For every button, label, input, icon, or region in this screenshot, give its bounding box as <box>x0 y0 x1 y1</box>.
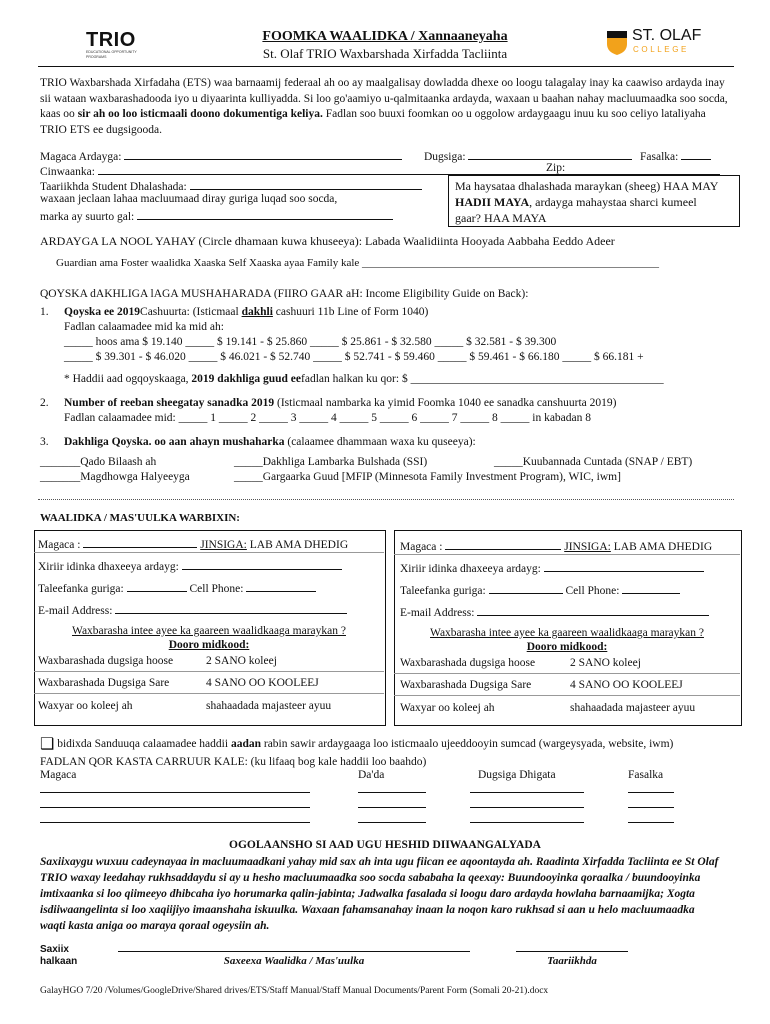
parent-1-email-label: E-mail Address: <box>38 605 113 617</box>
parent-1-edu-primary[interactable]: Waxbarashada dugsiga hoose <box>38 655 174 667</box>
parent-1-edu-divider-2 <box>34 693 384 694</box>
residency-question <box>455 194 733 210</box>
date-line[interactable] <box>516 951 628 952</box>
income-heading: QOYSKA dAKHLIGA lAGA MUSHAHARADA (FIIRO GAAR aH: Income Eligibility Guide on Back): <box>40 288 529 300</box>
signature-line[interactable] <box>118 951 470 952</box>
child-row-2[interactable] <box>40 807 680 808</box>
col-age-header: Da'da <box>358 769 385 781</box>
st-olaf-logo-text: ST. OLAF <box>632 27 702 44</box>
parent-1-edu-divider-1 <box>34 671 384 672</box>
parent-1-name-label: Magaca : <box>38 539 81 551</box>
footer-path: GalayHGO 7/20 /Volumes/GoogleDrive/Shared drives/ETS/Staff Manual/Staff Manual Documents/Parent Form (Somali 20-21).docx <box>40 986 549 996</box>
parent-1-choose-label: Dooro midkood: <box>168 639 250 651</box>
q1-dakhli: dakhli <box>241 306 273 318</box>
parent-2-edu-divider-2 <box>394 695 740 696</box>
parent-1-edu-highschool[interactable]: Waxbarashada Dugsiga Sare <box>38 677 170 689</box>
form-subtitle: St. Olaf TRIO Waxbarshada Xirfadda Tacliinta <box>262 46 508 61</box>
residency-options: gaar? HAA MAYA <box>455 211 547 225</box>
language-note-2: marka ay suurto gal: <box>40 211 135 223</box>
parent-2-edu-divider-1 <box>394 673 740 674</box>
parent-1-email-row <box>38 602 347 617</box>
parent-2-relation-field[interactable] <box>544 560 704 572</box>
st-olaf-logo-subtext: COLLEGE <box>633 45 689 54</box>
intro-paragraph <box>40 76 734 138</box>
intro-text: TRIO Waxbarshada Xirfadaha (ETS) waa barnaamij federaal ah oo ay maalgalisay dowladda dhexe oo loogu talagalay inay ka caawiso ardayda inay sii wataan waxbarashadooda iyo u diyaarinta kulliyadda. Si loo go'aamiyo u-qalmitaanka ardayda, waxaan u baahan nahay macluumaadka soo socda, kaas oo <box>40 77 728 121</box>
consent-text-a: bidixda Sanduuqa calaamadee haddii <box>54 738 231 750</box>
parent-2-phone-field[interactable] <box>489 582 563 594</box>
col-name-header: Magaca <box>40 769 77 781</box>
col-grade-header: Fasalka <box>628 769 664 781</box>
citizenship-question: Ma haysataa dhalashada maraykan (sheeg) HAA MAY <box>455 179 719 193</box>
parent-1-name-field[interactable] <box>83 536 197 548</box>
benefit-free-lunch[interactable]: _______Qado Bilaash ah <box>40 456 157 468</box>
signature-side-label: Saxiix halkaan <box>40 944 78 967</box>
parent-2-gender-label: JINSIGA: <box>564 541 611 553</box>
if-no-label: HADII MAYA <box>455 195 530 209</box>
q1-note-c: fadlan halkan ku qor: $ ____________________________________________ <box>301 373 664 385</box>
language-note-1: waxaan jeclaan lahaa macluumaad diray guriga luqad soo socda, <box>40 193 338 205</box>
q1-bold: Qoyska ee 2019 <box>64 306 141 318</box>
parent-2-name-row <box>400 538 712 553</box>
grade-row <box>640 148 711 163</box>
section-divider-dotted <box>38 499 734 500</box>
parent-1-gender-label: JINSIGA: <box>200 539 247 551</box>
date-label: Taariikhda <box>547 955 597 967</box>
parent-1-phone-field[interactable] <box>127 580 187 592</box>
parent-2-cell-label: Cell Phone: <box>565 585 620 597</box>
parent-1-edu-some-college[interactable]: Waxyar oo koleej ah <box>38 700 133 712</box>
residency-text: , ardayga mahaystaa sharci kumeel <box>529 195 697 209</box>
parent-2-gender-options[interactable]: LAB AMA DHEDIG <box>613 541 713 553</box>
q3-line <box>64 436 476 448</box>
parent-2-row-divider <box>394 554 740 555</box>
consent-bold: aadan <box>230 738 261 750</box>
grade-field[interactable] <box>681 148 711 160</box>
zip-label: Zip: <box>546 162 566 174</box>
benefit-veterans[interactable]: _______Magdhowga Halyeeyga <box>40 471 190 483</box>
parent-2-relation-row <box>400 560 704 575</box>
parent-2-phone-row <box>400 582 680 597</box>
birthdate-label: Taariikhda Student Dhalashada: <box>40 181 187 193</box>
q1-text: Cashuurta: (Isticmaal <box>140 306 242 318</box>
lives-with-line: ARDAYGA LA NOOL YAHAY (Circle dhamaan kuwa khuseeya): Labada Waalidiinta Hooyada Aabbaha Eeddo Adeer <box>40 234 615 248</box>
certification-title: OGOLAANSHO SI AAD UGU HESHID DIIWAANGALYADA <box>229 839 541 851</box>
parent-2-phone-label: Taleefanka guriga: <box>400 585 486 597</box>
parent-1-name-row <box>38 536 348 551</box>
school-row <box>424 148 632 163</box>
parent-1-relation-label: Xiriir idinka dhaxeeya ardayg: <box>38 561 179 573</box>
student-name-label: Magaca Ardayga: <box>40 151 122 163</box>
header-divider <box>38 66 734 67</box>
q3-bold: Dakhliga Qoyska. oo aan ahayn mushaharka <box>64 436 285 448</box>
student-name-row <box>40 148 402 163</box>
parent-2-email-label: E-mail Address: <box>400 607 475 619</box>
parent-1-edu-4yr[interactable]: 4 SANO OO KOOLEEJ <box>206 677 319 689</box>
parent-1-phone-row <box>38 580 316 595</box>
checkbox-icon[interactable]: ❑ <box>40 736 55 753</box>
benefit-general-assistance[interactable]: _____Gargaarka Guud [MFIP (Minnesota Family Investment Program), WIC, iwm] <box>234 471 621 483</box>
birthdate-field[interactable] <box>190 178 422 190</box>
trio-logo-text: TRIO <box>86 29 136 51</box>
income-range-row-2[interactable]: _____ $ 39.301 - $ 46.020 _____ $ 46.021 - $ 52.740 _____ $ 52.741 - $ 59.460 _____ $ 59.461 - $ 66.180 _____ $ 66.181 + <box>64 351 644 363</box>
q3-text: (calaamee dhammaan waxa ku quseeya): <box>284 436 476 448</box>
school-label: Dugsiga: <box>424 151 466 163</box>
certification-body: Saxiixaygu wuxuu cadeynayaa in macluumaadkani yahay mid sax ah inta ugu fiican ee aqoontayda ah. Raadinta Xirfadda Tacliinta ee St Olaf TRIO waxay leedahay rukhsaddaydu si ay u hesho macluumaadka soo socda sababaha la qeexay: Buundooyinka qoraalka / buundooyinka imtixaanka si loo qiimeeyo dhibcaha iyo horumarka qalin-jabinta; Jadwalka fasalada si loogu daro ardayda howlaha barnaamijka; Xogta isdiiwaangelinta si loo xaqiijiyo imaanshaha iskuulka. Waxaan fahamsanahay inaan la noqon karo rukhsad si aan u helo macluumaadka waqti kasta aniga oo maraya qoraal ogeysiin ah. <box>40 856 719 932</box>
parent-2-edu-some-college[interactable]: Waxyar oo koleej ah <box>400 702 495 714</box>
q1-subtext: Fadlan calaamadee mid ka mid ah: <box>64 321 224 333</box>
signature-label: Saxeexa Waalidka / Mas'uulka <box>223 955 365 967</box>
parent-2-email-field[interactable] <box>477 604 709 616</box>
guardian-line: Guardian ama Foster waalidka Xaaska Self Xaaska ayaa Family kale ______________________________________________________ <box>56 257 660 269</box>
parent-2-edu-primary[interactable]: Waxbarashada dugsiga hoose <box>400 657 536 669</box>
parent-2-edu-2yr[interactable]: 2 SANO koleej <box>570 657 641 669</box>
birthdate-row <box>40 178 422 193</box>
other-children-heading: FADLAN QOR KASTA CARRUUR KALE: (ku lifaaq bog kale haddii loo baahdo) <box>40 756 427 768</box>
parent-2-cell-field[interactable] <box>622 582 680 594</box>
q2-text: (Isticmaal nambarka ka yimid Foomka 1040 ee sanadka canshuurta 2019) <box>274 397 617 409</box>
intro-bold-text: sir ah oo loo isticmaali doono dokumentiga keliya. <box>77 108 323 121</box>
parent-2-edu-masters[interactable]: shahaadada majasteer ayuu <box>570 702 696 714</box>
parent-2-name-field[interactable] <box>445 538 561 550</box>
parent-1-relation-field[interactable] <box>182 558 342 570</box>
benefit-snap[interactable]: _____Kuubannada Cuntada (SNAP / EBT) <box>494 456 693 468</box>
col-school-header: Dugsiga Dhigata <box>478 769 556 781</box>
income-range-row-1[interactable]: _____ hoos ama $ 19.140 _____ $ 19.141 - $ 25.860 _____ $ 25.861 - $ 32.580 _____ $ 32.581 - $ 39.300 <box>64 336 557 348</box>
dependents-options[interactable]: Fadlan calaamadee mid: _____ 1 _____ 2 _____ 3 _____ 4 _____ 5 _____ 6 _____ 7 _____ 8 _____ in kabadan 8 <box>64 412 592 424</box>
q1-note-a: * Haddii aad ogqoyskaaga, <box>64 373 192 385</box>
q1-note <box>64 373 664 385</box>
parent-2-relation-label: Xiriir idinka dhaxeeya ardayg: <box>400 563 541 575</box>
q1-line <box>64 306 428 318</box>
parent-1-edu-masters[interactable]: shahaadada majasteer ayuu <box>206 700 332 712</box>
parent-1-relation-row <box>38 558 342 573</box>
q3-number: 3. <box>40 436 49 448</box>
trio-logo-subtext: EDUCATIONAL OPPORTUNITY PROGRAMS <box>86 50 137 59</box>
parent-2-edu-question: Waxbarasha intee ayee ka gaareen waalidkaaga maraykan ? <box>430 627 704 639</box>
q2-bold: Number of reeban sheegatay sanadka 2019 <box>64 397 275 409</box>
parent-2-choose-label: Dooro midkood: <box>526 641 608 653</box>
student-name-field[interactable] <box>124 148 402 160</box>
st-olaf-shield-icon <box>606 30 628 56</box>
q2-line <box>64 397 616 409</box>
benefit-ssi[interactable]: _____Dakhliga Lambarka Bulshada (SSI) <box>234 456 428 468</box>
form-title: FOOMKA WAALIDKA / Xannaaneyaha <box>262 29 508 44</box>
q1-text2: cashuuri 11b Line of Form 1040) <box>272 306 429 318</box>
parent-1-row-divider <box>34 552 384 553</box>
parent-info-heading: WAALIDKA / MAS'UULKA WARBIXIN: <box>40 512 240 524</box>
school-field[interactable] <box>468 148 632 160</box>
intro-text-end: Fadlan soo buuxi foomkan oo u oggolow ardaygaagu inuu ku soo celiyo lataliyaha TRIO ETS ee dugsigooda. <box>40 108 706 136</box>
photo-consent-row <box>40 734 673 754</box>
st-olaf-logo <box>606 28 706 58</box>
parent-2-edu-highschool[interactable]: Waxbarashada Dugsiga Sare <box>400 679 532 691</box>
parent-1-cell-field[interactable] <box>246 580 316 592</box>
parent-1-edu-2yr[interactable]: 2 SANO koleej <box>206 655 277 667</box>
address-field[interactable] <box>98 163 720 175</box>
parent-1-cell-label: Cell Phone: <box>189 583 244 595</box>
q1-note-bold: 2019 dakhliga guud ee <box>191 373 302 385</box>
q2-number: 2. <box>40 397 49 409</box>
child-row-1[interactable] <box>40 792 680 793</box>
parent-2-email-row <box>400 604 709 619</box>
parent-1-phone-label: Taleefanka guriga: <box>38 583 124 595</box>
parent-1-gender-options[interactable]: LAB AMA DHEDIG <box>249 539 349 551</box>
consent-text-b: rabin sawir ardaygaaga loo isticmaalo ujeeddooyin sumcad (wargeysyada, website, iwm) <box>260 738 674 750</box>
parent-2-edu-4yr[interactable]: 4 SANO OO KOOLEEJ <box>570 679 683 691</box>
parent-2-name-label: Magaca : <box>400 541 443 553</box>
language-row <box>40 208 393 223</box>
citizenship-box <box>448 175 740 227</box>
address-label: Cinwaanka: <box>40 166 95 178</box>
parent-1-edu-question: Waxbarasha intee ayee ka gaareen waalidkaaga maraykan ? <box>72 625 346 637</box>
child-row-3[interactable] <box>40 822 680 823</box>
parent-1-email-field[interactable] <box>115 602 347 614</box>
q1-number: 1. <box>40 306 49 318</box>
language-field[interactable] <box>137 208 393 220</box>
grade-label: Fasalka: <box>640 151 679 163</box>
